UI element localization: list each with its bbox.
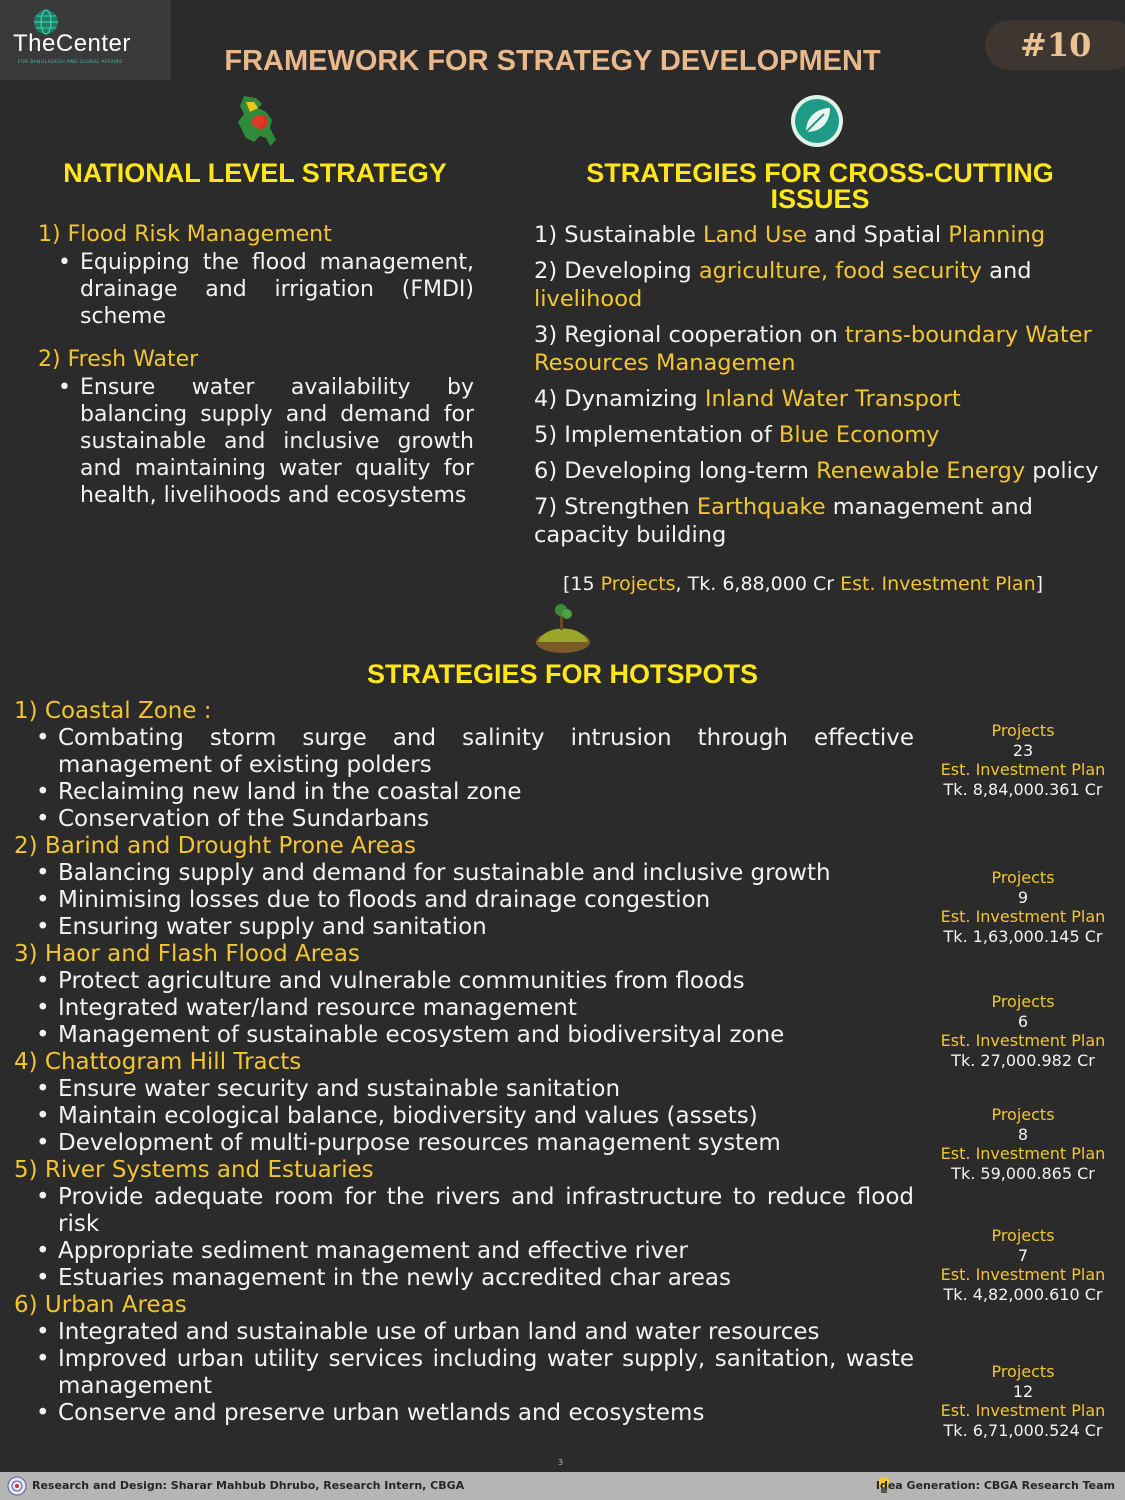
text: , Tk. 6,88,000 Cr	[675, 573, 841, 595]
highlight-text: Land Use	[702, 222, 808, 248]
projects-label: Projects	[991, 1226, 1055, 1245]
bullet-item: • Development of multi-purpose resources management system	[58, 1130, 914, 1157]
projects-count: 6	[1017, 1011, 1029, 1031]
projects-label: Projects	[991, 868, 1055, 887]
projects-count: 12	[1012, 1381, 1034, 1401]
bullet-item: • Ensure water security and sustainable sanitation	[58, 1076, 914, 1103]
leaf-icon	[790, 94, 844, 148]
text: management and capacity building	[534, 494, 1033, 548]
national-strategy-list	[38, 221, 474, 525]
footer-credit-idea: Idea Generation: CBGA Research Team	[875, 1479, 1115, 1492]
hotspots-list	[14, 698, 914, 1427]
cross-cutting-summary	[563, 573, 1043, 595]
hill-icon	[534, 604, 592, 654]
cross-cutting-item	[534, 257, 1109, 313]
text: [15	[563, 573, 601, 595]
bullet-item: • Conserve and preserve urban wetlands and ecosystems	[58, 1400, 914, 1427]
text: and Spatial	[807, 222, 949, 248]
hotspot-label: 5) River Systems and Estuaries	[14, 1157, 374, 1183]
bangladesh-map-icon	[236, 94, 278, 148]
bullet-item: • Ensuring water supply and sanitation	[58, 914, 914, 941]
footer	[0, 1472, 1125, 1500]
bullet-item: • Ensure water availability by balancing supply and demand for sustainable and inclusive growth and maintaining water quality for health, livelihoods and ecosystems	[80, 374, 474, 509]
bullet-item: • Estuaries management in the newly accredited char areas	[58, 1265, 914, 1292]
bullet-item: • Reclaiming new land in the coastal zone	[58, 779, 914, 806]
investment-label: Est. Investment Plan	[940, 1401, 1106, 1420]
highlight-text: Inland Water Transport	[704, 386, 961, 412]
highlight-text: Blue Economy	[778, 422, 940, 448]
cross-cutting-heading: STRATEGIES FOR CROSS-CUTTING ISSUES	[586, 158, 1054, 214]
text: 7) Strengthen	[534, 494, 697, 520]
text: ]	[1035, 573, 1044, 595]
hotspot-bullets	[58, 1319, 914, 1427]
cross-cutting-item	[534, 421, 1109, 449]
hotspot-stat	[927, 868, 1119, 946]
highlight-text: Earthquake	[696, 494, 826, 520]
text: 2) Developing	[534, 258, 699, 284]
cross-cutting-item	[534, 457, 1109, 485]
page-number-badge: #10	[985, 20, 1125, 70]
projects-label: Projects	[991, 992, 1055, 1011]
cbga-logo-icon	[7, 1476, 27, 1496]
hotspot-bullets	[58, 1184, 914, 1292]
projects-count: 9	[1017, 887, 1029, 907]
hotspot-label: 6) Urban Areas	[14, 1292, 187, 1318]
projects-label: Projects	[991, 1362, 1055, 1381]
cross-cutting-list	[534, 221, 1109, 557]
investment-value: Tk. 4,82,000.610 Cr	[943, 1284, 1103, 1304]
hotspot-stat	[927, 1226, 1119, 1304]
bullet-item: • Equipping the flood management, drainage and irrigation (FMDI) scheme	[80, 249, 474, 330]
projects-count: 8	[1017, 1124, 1029, 1144]
text: and	[982, 258, 1032, 284]
investment-value: Tk. 8,84,000.361 Cr	[943, 779, 1103, 799]
hotspot-label: 4) Chattogram Hill Tracts	[14, 1049, 302, 1075]
bullet-item: • Integrated water/land resource management	[58, 995, 914, 1022]
hotspot-label: 2) Barind and Drought Prone Areas	[14, 833, 416, 859]
investment-label: Est. Investment Plan	[940, 1144, 1106, 1163]
text: 5) Implementation of	[534, 422, 779, 448]
hotspot-stat	[927, 721, 1119, 799]
projects-count: 23	[1012, 740, 1034, 760]
highlight-text: trans-boundary Water Resources Managemen	[534, 322, 1092, 376]
bullet-item: • Balancing supply and demand for sustainable and inclusive growth	[58, 860, 914, 887]
cross-cutting-item	[534, 385, 1109, 413]
hotspot-bullets	[58, 1076, 914, 1157]
investment-label: Est. Investment Plan	[940, 760, 1106, 779]
highlight-text: Projects	[600, 573, 676, 595]
projects-count: 7	[1017, 1245, 1029, 1265]
investment-value: Tk. 1,63,000.145 Cr	[943, 926, 1103, 946]
hotspot-label: 3) Haor and Flash Flood Areas	[14, 941, 360, 967]
highlight-text: livelihood	[534, 286, 643, 312]
national-bullets	[80, 249, 474, 330]
bullet-item: • Minimising losses due to floods and drainage congestion	[58, 887, 914, 914]
bullet-item: • Integrated and sustainable use of urban land and water resources	[58, 1319, 914, 1346]
bullet-item: • Management of sustainable ecosystem and biodiversityal zone	[58, 1022, 914, 1049]
investment-value: Tk. 6,71,000.524 Cr	[943, 1420, 1103, 1440]
highlight-text: Renewable Energy	[816, 458, 1026, 484]
investment-value: Tk. 27,000.982 Cr	[951, 1050, 1095, 1070]
text: 1) Sustainable	[534, 222, 703, 248]
investment-label: Est. Investment Plan	[940, 1265, 1106, 1284]
bullet-item: • Improved urban utility services including water supply, sanitation, waste management	[58, 1346, 914, 1400]
investment-label: Est. Investment Plan	[940, 907, 1106, 926]
bullet-item: • Combating storm surge and salinity intrusion through effective management of existing polders	[58, 725, 914, 779]
bullet-item: • Maintain ecological balance, biodiversity and values (assets)	[58, 1103, 914, 1130]
text: 4) Dynamizing	[534, 386, 705, 412]
bullet-item: • Conservation of the Sundarbans	[58, 806, 914, 833]
hotspot-bullets	[58, 725, 914, 833]
bullet-item: • Protect agriculture and vulnerable communities from floods	[58, 968, 914, 995]
national-heading: NATIONAL LEVEL STRATEGY	[63, 158, 447, 188]
text: policy	[1025, 458, 1099, 484]
investment-value: Tk. 59,000.865 Cr	[951, 1163, 1095, 1183]
highlight-text: Planning	[948, 222, 1046, 248]
national-item-label: 1) Flood Risk Management	[38, 222, 332, 247]
page-index: 3	[558, 1458, 564, 1467]
projects-label: Projects	[991, 721, 1055, 740]
national-item-label: 2) Fresh Water	[38, 347, 199, 372]
hotspot-stat	[927, 1362, 1119, 1440]
hotspot-label: 1) Coastal Zone :	[14, 698, 212, 724]
logo-subtitle: FOR BANGLADESH AND GLOBAL AFFAIRS	[18, 60, 123, 65]
hotspots-heading: STRATEGIES FOR HOTSPOTS	[366, 659, 759, 689]
text: 6) Developing long-term	[534, 458, 817, 484]
page-title: FRAMEWORK FOR STRATEGY DEVELOPMENT	[224, 45, 881, 77]
hotspot-stat	[927, 992, 1119, 1070]
national-bullets	[80, 374, 474, 509]
hotspot-bullets	[58, 968, 914, 1049]
text: 3) Regional cooperation on	[534, 322, 845, 348]
highlight-text: Est. Investment Plan	[840, 573, 1036, 595]
projects-label: Projects	[991, 1105, 1055, 1124]
bullet-item: • Provide adequate room for the rivers and infrastructure to reduce flood risk	[58, 1184, 914, 1238]
logo-text: TheCenter	[13, 30, 131, 57]
cross-cutting-item	[534, 493, 1109, 549]
highlight-text: agriculture, food security	[698, 258, 982, 284]
bullet-item: • Appropriate sediment management and effective river	[58, 1238, 914, 1265]
cross-cutting-item	[534, 221, 1109, 249]
hotspot-bullets	[58, 860, 914, 941]
hotspot-stat	[927, 1105, 1119, 1183]
investment-label: Est. Investment Plan	[940, 1031, 1106, 1050]
footer-credit-design: Research and Design: Sharar Mahbub Dhrubo, Research Intern, CBGA	[32, 1479, 465, 1492]
cross-cutting-item	[534, 321, 1109, 377]
